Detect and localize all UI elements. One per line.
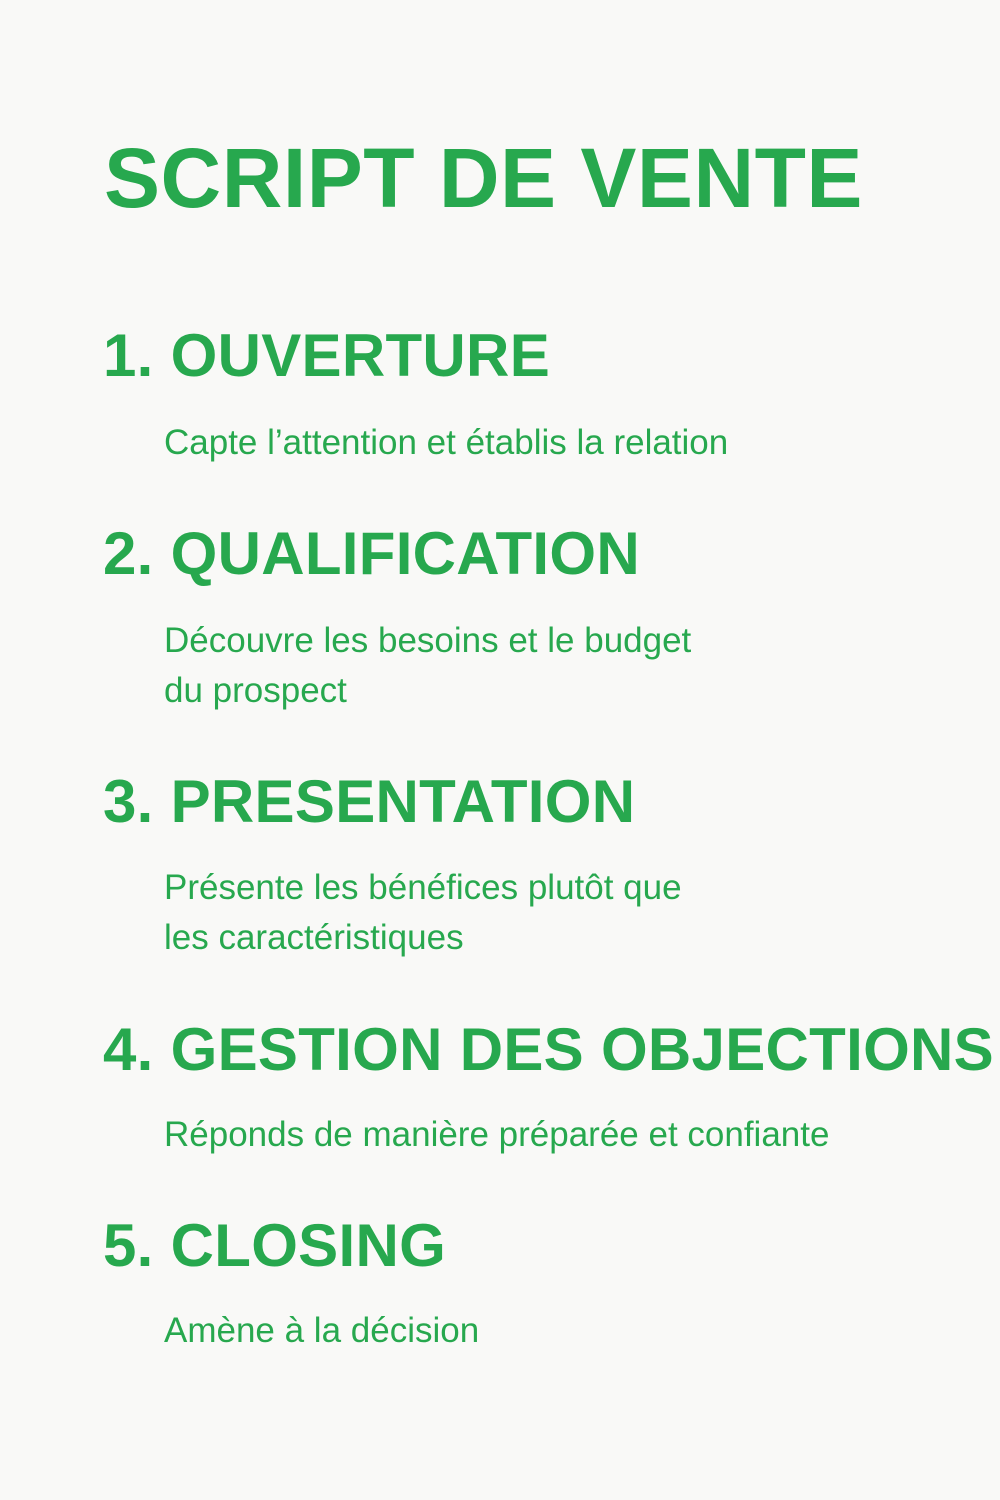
section-description xyxy=(164,616,964,716)
section-heading: 3. PRESENTATION xyxy=(103,768,636,835)
description-line: Présente les bénéfices plutôt que xyxy=(164,868,682,907)
section-heading: 2. QUALIFICATION xyxy=(103,520,641,587)
section-description: Capte l’attention et établis la relation xyxy=(164,423,729,462)
section-heading: 4. GESTION DES OBJECTIONS xyxy=(103,1016,995,1083)
page-title: SCRIPT DE VENTE xyxy=(104,131,863,225)
description-line: les caractéristiques xyxy=(164,918,464,957)
section-description: Amène à la décision xyxy=(164,1311,480,1350)
section-heading: 5. CLOSING xyxy=(103,1212,447,1279)
description-line: du prospect xyxy=(164,671,347,710)
section-description xyxy=(164,863,964,963)
section-description: Réponds de manière préparée et confiante xyxy=(164,1115,830,1154)
section-heading: 1. OUVERTURE xyxy=(103,322,551,389)
description-line: Découvre les besoins et le budget xyxy=(164,621,692,660)
